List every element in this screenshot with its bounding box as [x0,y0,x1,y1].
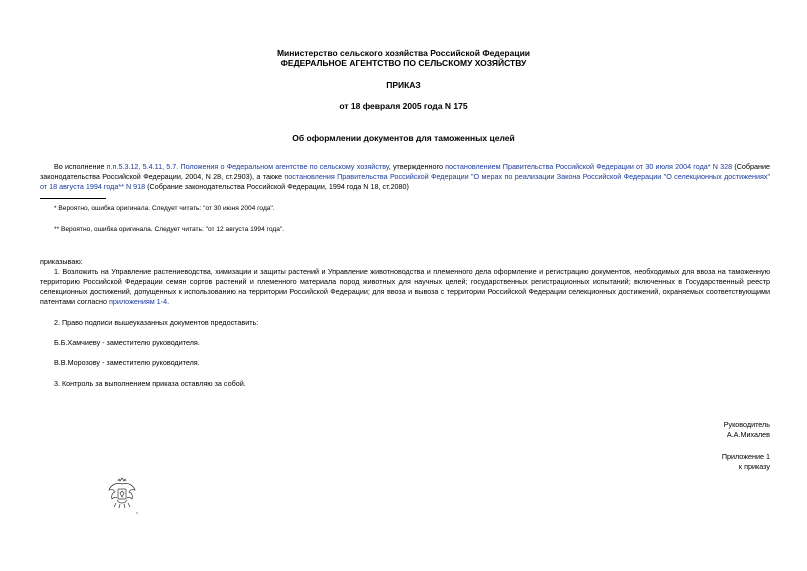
resolution-328-link[interactable]: постановлением Правительства Российской Федерации от 30 июля 2004 года* N 328 [445,162,733,171]
order-item-1-end: . [167,297,170,306]
signatory-name: А.А.Михалев [726,430,770,439]
order-item-1-text: 1. Возложить на Управление растениеводства, химизации и защиты растений и Управление животноводства и племенного дела оформление и регистрацию документов, необходимых для ввоза на таможенную территорию Российской Федерации семян сортов растений и племенного материала пород животных для научных целей; государственных регистрационных испытаний; включенных в Государственный реестр селекционных достижений, допущенных к использованию на территории Российской Федерации; для ввоза и вывоза с территории Российской Федерации селекционных достижений, охраняемых соответствующими патентами согласно [40,267,770,306]
agency-heading: ФЕДЕРАЛЬНОЕ АГЕНТСТВО ПО СЕЛЬСКОМУ ХОЗЯЙСТВУ [280,58,527,68]
preamble-text-4: (Собрание законодательства Российской Федерации, 1994 года N 18, ст.2080) [145,182,409,191]
order-intro: приказываю: [40,257,83,266]
document-title: Об оформлении документов для таможенных целей [292,133,515,143]
ministry-heading: Министерство сельского хозяйства Российской Федерации [276,48,531,58]
signatory-role: Руководитель [723,420,770,429]
preamble-text-3: (Собрание законодательства Российской Федерации, 2004, N 28, ст.2903), а также [40,162,770,181]
appendix-label: Приложение 1 [721,452,770,461]
resolution-918-link[interactable]: постановления Правительства Российской Федерации "О мерах по реализации Закона Российской Федерации "О селекционных достижениях" от 18 августа 1994 года** N 918 [40,172,771,191]
appendices-link[interactable]: приложениям 1-4 [108,297,168,306]
order-item-2: 2. Право подписи вышеуказанных документов предоставить: [54,318,259,327]
preamble-text-2: , утвержденного [388,162,446,171]
coat-of-arms-icon [104,476,140,516]
doc-type-heading: ПРИКАЗ [386,80,421,90]
appendix-to-order: к приказу [738,462,770,471]
preamble-text-1: Во исполнение [54,162,107,171]
person-1: Б.Б.Хамчиеву - заместителю руководителя. [54,338,200,347]
person-2: В.В.Морозову - заместителю руководителя. [54,358,200,367]
footnote-divider [40,198,106,199]
preamble-paragraph [40,162,770,192]
footnote-1: * Вероятно, ошибка оригинала. Следует читать: "от 30 июня 2004 года". [54,205,275,212]
regulation-link[interactable]: п.п.5.3.12, 5.4.11, 5.7. Положения о Федеральном агентстве по сельскому хозяйству [106,162,389,171]
order-item-1 [40,267,770,307]
date-number: от 18 февраля 2005 года N 175 [339,101,468,111]
footnote-2: ** Вероятно, ошибка оригинала. Следует читать: "от 12 августа 1994 года". [54,226,285,233]
order-item-3: 3. Контроль за выполнением приказа оставляю за собой. [54,379,246,388]
